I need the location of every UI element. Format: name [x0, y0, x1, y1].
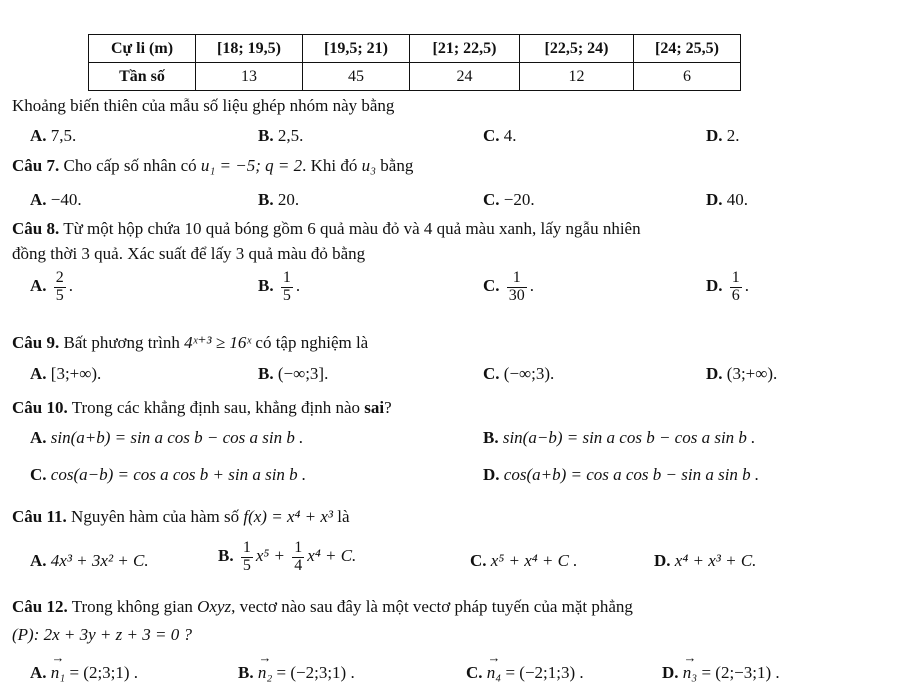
- answer-option: D. 2.: [706, 126, 740, 145]
- fraction: $\frac{1}{6}$: [731, 269, 740, 304]
- answer-option: D. x⁴ + x³ + C.: [654, 551, 757, 570]
- table-cell: [22,5; 24): [520, 35, 634, 63]
- fraction: $\frac{2}{5}$: [55, 269, 64, 304]
- table-cell: [21; 22,5): [410, 35, 520, 63]
- answer-option: A. → n₁ = (2;3;1) .: [30, 663, 138, 683]
- frequency-table: [88, 34, 741, 91]
- answer-option: C. $\frac{1}{30}$ .: [483, 269, 535, 304]
- vector-symbol: → n₁: [51, 663, 65, 683]
- answer-option: D. cos(a+b) = cos a cos b − sin a sin b .: [483, 465, 760, 484]
- answer-option: B. (−∞;3].: [258, 364, 329, 383]
- table-cell: [24; 25,5): [634, 35, 741, 63]
- fraction: $\frac{1}{4}$: [294, 539, 303, 574]
- vector-symbol: → n₄: [487, 663, 501, 683]
- answer-option: A. −40.: [30, 190, 82, 209]
- answer-option: D. → n₃ = (2;−3;1) .: [662, 663, 780, 683]
- table-cell: 24: [410, 63, 520, 91]
- table-cell: 45: [303, 63, 410, 91]
- question-stem: Câu 10. Trong các khẳng định sau, khẳng định nào sai?: [12, 398, 392, 417]
- table-cell: [18; 19,5): [196, 35, 303, 63]
- question-stem: Câu 7. Cho cấp số nhân có u₁ = −5; q = 2. Khi đó u₃ bằng: [12, 156, 414, 175]
- answer-option: A. 4x³ + 3x² + C.: [30, 551, 149, 570]
- fraction: $\frac{1}{5}$: [242, 539, 251, 574]
- answer-option: D. (3;+∞).: [706, 364, 778, 383]
- table-cell: 12: [520, 63, 634, 91]
- question-stem: (P): 2x + 3y + z + 3 = 0 ?: [12, 625, 192, 644]
- table-cell: 13: [196, 63, 303, 91]
- vector-symbol: → n₂: [258, 663, 272, 683]
- table-cell: [19,5; 21): [303, 35, 410, 63]
- answer-option: B. → n₂ = (−2;3;1) .: [238, 663, 355, 683]
- answer-option: C. 4.: [483, 126, 517, 145]
- answer-option: A. 7,5.: [30, 126, 77, 145]
- fraction: $\frac{1}{5}$: [282, 269, 291, 304]
- answer-option: A. $\frac{2}{5}$ .: [30, 269, 74, 304]
- answer-option: B. sin(a−b) = sin a cos b − cos a sin b .: [483, 428, 756, 447]
- answer-option: B. $\frac{1}{5}$ x⁵ + $\frac{1}{4}$ x⁴ + C.: [218, 539, 357, 574]
- answer-option: C. → n₄ = (−2;1;3) .: [466, 663, 584, 683]
- answer-option: C. −20.: [483, 190, 535, 209]
- table-row: [89, 35, 741, 63]
- answer-option: D. $\frac{1}{6}$ .: [706, 269, 750, 304]
- answer-option: A. [3;+∞).: [30, 364, 102, 383]
- answer-option: D. 40.: [706, 190, 749, 209]
- question-stem: Câu 11. Nguyên hàm của hàm số f(x) = x⁴ + x³ là: [12, 507, 350, 526]
- question-stem: Câu 8. Từ một hộp chứa 10 quả bóng gồm 6 quả màu đỏ và 4 quả màu xanh, lấy ngẫu nhiên: [12, 219, 641, 238]
- answer-option: A. sin(a+b) = sin a cos b − cos a sin b .: [30, 428, 304, 447]
- answer-option: C. cos(a−b) = cos a cos b + sin a sin b .: [30, 465, 307, 484]
- vector-symbol: → n₃: [683, 663, 697, 683]
- question-stem: Câu 12. Trong không gian Oxyz, vectơ nào sau đây là một vectơ pháp tuyến của mặt phẳng: [12, 597, 633, 616]
- table-cell: Tần số: [89, 63, 196, 91]
- table-cell: Cự li (m): [89, 35, 196, 63]
- question-stem: Câu 9. Bất phương trình 4ˣ⁺³ ≥ 16ˣ có tập nghiệm là: [12, 333, 369, 352]
- table-cell: 6: [634, 63, 741, 91]
- answer-option: B. 20.: [258, 190, 300, 209]
- question-stem: đồng thời 3 quả. Xác suất để lấy 3 quả màu đỏ bằng: [12, 244, 366, 263]
- answer-option: C. (−∞;3).: [483, 364, 555, 383]
- answer-option: C. x⁵ + x⁴ + C .: [470, 551, 578, 570]
- fraction: $\frac{1}{30}$: [508, 269, 525, 304]
- answer-option: B. $\frac{1}{5}$ .: [258, 269, 301, 304]
- answer-option: B. 2,5.: [258, 126, 304, 145]
- question-stem: Khoảng biến thiên của mẫu số liệu ghép nhóm này bằng: [12, 96, 395, 115]
- table-row: [89, 63, 741, 91]
